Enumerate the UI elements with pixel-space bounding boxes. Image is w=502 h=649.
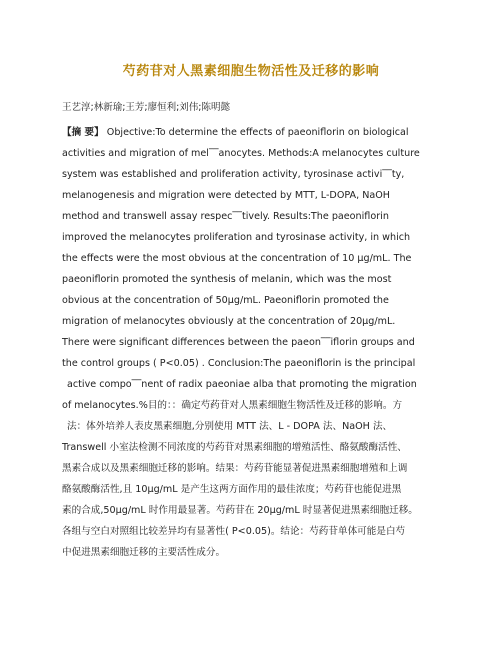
abstract-line: system was established and proliferation activity, tyrosinase activi‾‾ty, <box>62 169 405 180</box>
abstract-line: Transwell 小室法检测不同浓度的芍药苷对黑素细胞的增殖活性、酪氨酸酶活性、 <box>62 442 407 453</box>
abstract-line: 酪氨酸酶活性,且 10μg/mL 是产生这两方面作用的最佳浓度；芍药苷也能促进黑 <box>62 484 402 495</box>
abstract-label: 【摘 要】 <box>62 127 104 138</box>
abstract-line: improved the melanocytes proliferation and tyrosinase activity, in which <box>62 232 411 243</box>
abstract-line: 中促进黑素细胞迁移的主要活性成分。 <box>62 547 226 558</box>
abstract-line: paeoniflorin promoted the synthesis of melanin, which was the most <box>62 274 392 285</box>
abstract-line: obvious at the concentration of 50μg/mL. Paeoniflorin promoted the <box>62 295 389 306</box>
author-list: 王艺淳;林新瑜;王芳;廖恒利;刘伟;陈明懿 <box>62 102 231 113</box>
abstract-line: 素的合成,50μg/mL 时作用最显著。芍药苷在 20μg/mL 时显著促进黑素细胞迁移。 <box>62 505 418 516</box>
abstract-line: of melanocytes.%目的：：确定芍药苷对人黑素细胞生物活性及迁移的影响。方 <box>62 400 403 411</box>
abstract-line: There were significant differences between the paeon‾‾iflorin groups and <box>62 337 415 348</box>
abstract-line: 黑素合成以及黑素细胞迁移的影响。结果：芍药苷能显著促进黑素细胞增殖和上调 <box>62 463 408 474</box>
paper-title: 芍药苷对人黑素细胞生物活性及迁移的影响 <box>122 64 380 79</box>
abstract-line: 法：体外培养人表皮黑素细胞,分别使用 MTT 法、L - DOPA 法、NaOH 法、 <box>67 421 393 432</box>
abstract-line: 各组与空白对照组比较差异均有显著性( P<0.05)。结论：芍药苷单体可能是白芍 <box>62 526 406 537</box>
abstract-line: the control groups ( P<0.05) . Conclusion:The paeoniflorin is the principal <box>62 358 416 369</box>
abstract-line: the effects were the most obvious at the concentration of 10 μg/mL. The <box>62 253 412 264</box>
abstract-line: method and transwell assay respec‾‾tively. Results:The paeoniflorin <box>62 211 389 222</box>
abstract-block <box>62 122 442 563</box>
abstract-line: activities and migration of mel‾‾anocytes. Methods:A melanocytes culture <box>62 148 420 159</box>
abstract-line: 【摘 要】 Objective:To determine the effects of paeoniflorin on biological <box>62 127 409 138</box>
abstract-line: migration of melanocytes obviously at the concentration of 20μg/mL. <box>62 316 396 327</box>
abstract-line: active compo‾‾nent of radix paeoniae alba that promoting the migration <box>67 379 417 390</box>
abstract-line: melanogenesis and migration were detected by MTT, L-DOPA, NaOH <box>62 190 391 201</box>
